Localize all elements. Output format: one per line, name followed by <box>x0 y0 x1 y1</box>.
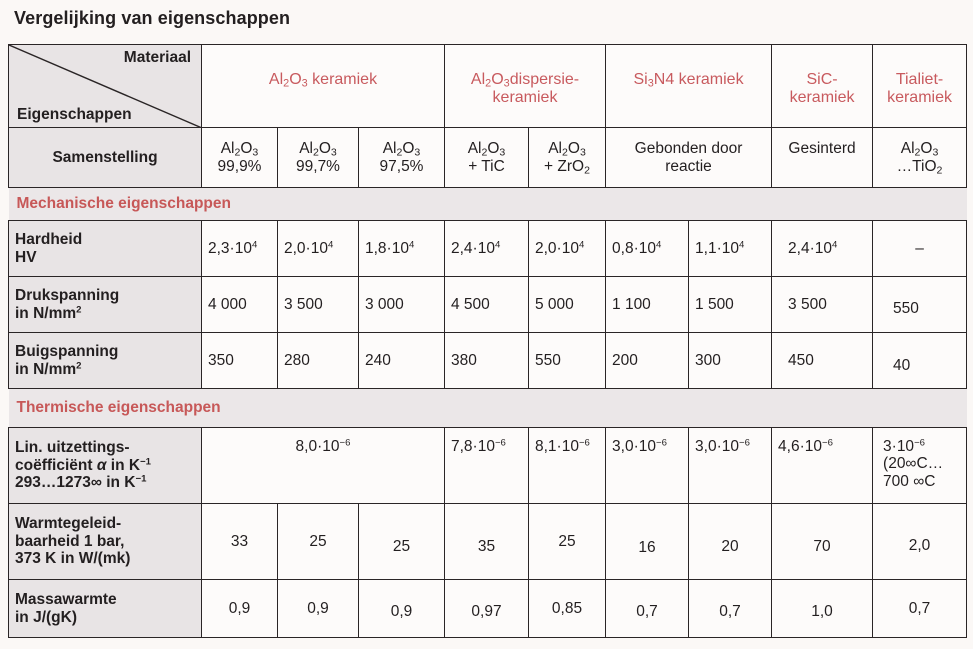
value-cell: 5 000 <box>529 277 606 333</box>
value-cell: 25 <box>278 504 359 580</box>
label-samenstelling: Samenstelling <box>9 128 202 188</box>
value-cell: $2,4\cdot 10^4$ <box>445 221 529 277</box>
row-buigspanning <box>9 333 967 389</box>
value-cell: $8,1\cdot 10^{-6}$ <box>529 428 606 504</box>
comp-cell: $Al_2O_3$ 99,9% <box>202 128 278 188</box>
value-cell: 3 500 <box>278 277 359 333</box>
row-warmtegeleid <box>9 504 967 580</box>
value-cell: 550 <box>529 333 606 389</box>
value-cell: 3 500 <box>772 277 873 333</box>
corner-label-eigenschappen: Eigenschappen <box>17 105 132 123</box>
value-cell: 550 <box>873 277 967 333</box>
value-cell: 300 <box>689 333 772 389</box>
row-hardheid <box>9 221 967 277</box>
value-cell: $4,6\cdot 10^{-6}$ <box>772 428 873 504</box>
row-uitzetting <box>9 428 967 504</box>
value-cell: 1 500 <box>689 277 772 333</box>
value-cell: $0,8\cdot 10^4$ <box>606 221 689 277</box>
comp-cell: $Al_2O_3$ + TiC <box>445 128 529 188</box>
value-cell: 0,9 <box>202 580 278 638</box>
value-cell: $1,8\cdot 10^4$ <box>359 221 445 277</box>
section-row-thermisch <box>9 389 967 428</box>
value-cell: 35 <box>445 504 529 580</box>
value-cell: $2,0\cdot 10^4$ <box>529 221 606 277</box>
label-warmtegeleid: Warmtegeleid- baarheid 1 bar, 373 K in W/(mk) <box>9 504 202 580</box>
header-al2o3-keramiek: $Al_2O_3$ keramiek <box>202 45 445 128</box>
value-cell: $2,3\cdot 10^4$ <box>202 221 278 277</box>
section-row-mechanisch <box>9 188 967 221</box>
value-cell: 40 <box>873 333 967 389</box>
value-cell: 0,9 <box>278 580 359 638</box>
table-corner <box>9 45 202 128</box>
value-cell: 33 <box>202 504 278 580</box>
value-cell: 0,97 <box>445 580 529 638</box>
value-cell: 450 <box>772 333 873 389</box>
section-title-thermisch: Thermische eigenschappen <box>9 389 967 428</box>
row-massawarmte <box>9 580 967 638</box>
comp-cell: $Al_2O_3$ 97,5% <box>359 128 445 188</box>
label-uitzetting: Lin. uitzettings- coëfficiënt α in $K^{-1}$ 293…1273∞ in $K^{-1}$ <box>9 428 202 504</box>
header-row <box>9 45 967 128</box>
comp-cell: Gebonden door reactie <box>606 128 772 188</box>
value-cell: 2,0 <box>873 504 967 580</box>
value-cell: 240 <box>359 333 445 389</box>
value-cell: 4 500 <box>445 277 529 333</box>
section-title-mechanisch: Mechanische eigenschappen <box>9 188 967 221</box>
comp-cell: Gesinterd <box>772 128 873 188</box>
value-cell: $2,0\cdot 10^4$ <box>278 221 359 277</box>
header-si3n4-keramiek: $Si_3N4$ keramiek <box>606 45 772 128</box>
label-drukspanning: Drukspanning in $N/mm^2$ <box>9 277 202 333</box>
header-tialiet-keramiek: Tialiet- keramiek <box>873 45 967 128</box>
value-cell: 0,7 <box>606 580 689 638</box>
value-cell: $7,8\cdot 10^{-6}$ <box>445 428 529 504</box>
value-cell: $3,0\cdot 10^{-6}$ <box>689 428 772 504</box>
value-cell: $3\cdot 10^{-6}$ (20∞C… 700 ∞C <box>873 428 967 504</box>
label-massawarmte: Massawarmte in J/(gK) <box>9 580 202 638</box>
value-cell: 0,85 <box>529 580 606 638</box>
value-cell: $2,4\cdot 10^4$ <box>772 221 873 277</box>
value-cell: $1,1\cdot 10^4$ <box>689 221 772 277</box>
value-cell: 25 <box>529 504 606 580</box>
value-cell: 20 <box>689 504 772 580</box>
value-cell: 380 <box>445 333 529 389</box>
value-cell: 0,7 <box>873 580 967 638</box>
value-cell: 350 <box>202 333 278 389</box>
value-cell: 280 <box>278 333 359 389</box>
value-cell: 1,0 <box>772 580 873 638</box>
value-cell: – <box>873 221 967 277</box>
comp-cell: $Al_2O_3$ …TiO$_2$ <box>873 128 967 188</box>
value-cell: 1 100 <box>606 277 689 333</box>
comp-cell: $Al_2O_3$ 99,7% <box>278 128 359 188</box>
row-samenstelling <box>9 128 967 188</box>
value-cell: 25 <box>359 504 445 580</box>
header-sic-keramiek: SiC- keramiek <box>772 45 873 128</box>
label-buigspanning: Buigspanning in $N/mm^2$ <box>9 333 202 389</box>
comp-cell: $Al_2O_3$ + ZrO$_2$ <box>529 128 606 188</box>
value-cell: $3,0\cdot 10^{-6}$ <box>606 428 689 504</box>
corner-label-materiaal: Materiaal <box>123 49 191 66</box>
value-cell: 70 <box>772 504 873 580</box>
value-cell: 4 000 <box>202 277 278 333</box>
header-al2o3-dispersie-keramiek: $Al_2O_3dispersie-$ keramiek <box>445 45 606 128</box>
value-cell: 0,9 <box>359 580 445 638</box>
value-cell: 16 <box>606 504 689 580</box>
page-title: Vergelijking van eigenschappen <box>14 8 291 28</box>
value-cell: 0,7 <box>689 580 772 638</box>
value-cell: $8,0\cdot 10^{-6}$ <box>202 428 445 504</box>
label-hardheid: Hardheid HV <box>9 221 202 277</box>
value-cell: 3 000 <box>359 277 445 333</box>
value-cell: 200 <box>606 333 689 389</box>
properties-table <box>8 44 967 638</box>
row-drukspanning <box>9 277 967 333</box>
